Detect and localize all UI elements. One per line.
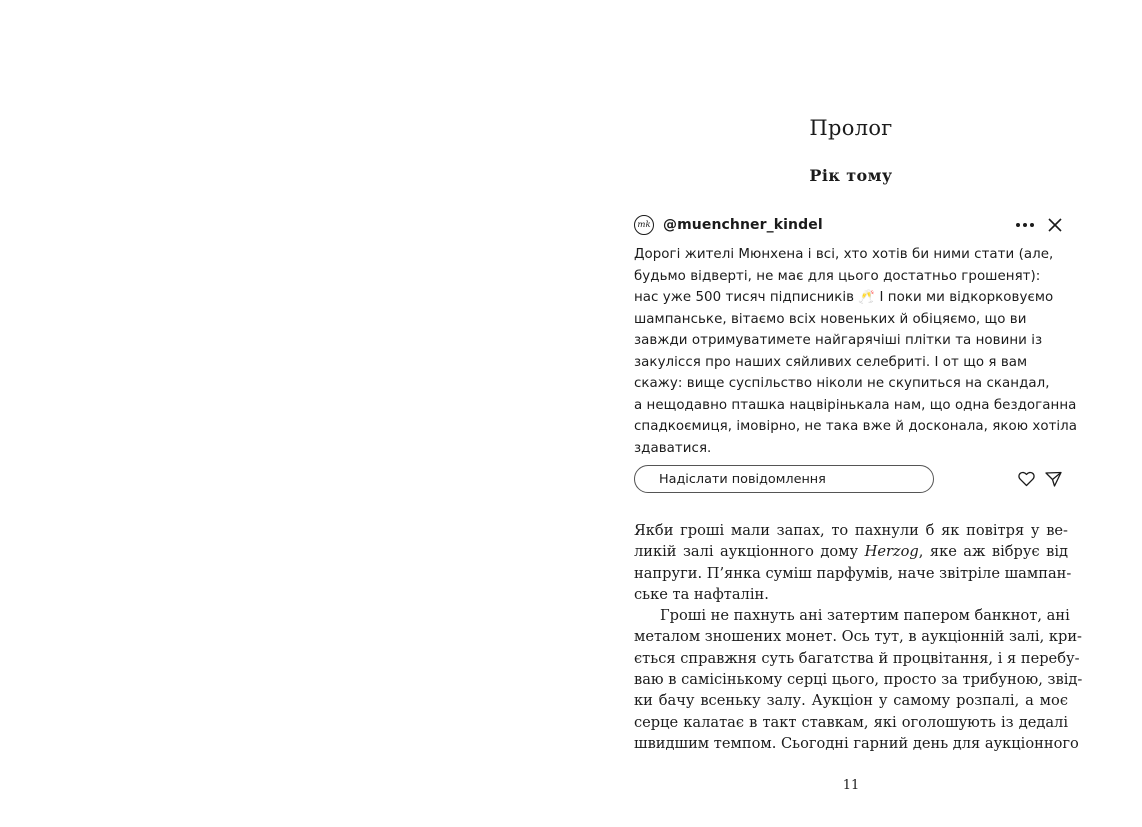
post-username[interactable]: @muenchner_kindel [663, 217, 823, 233]
body-line: серце калатає в такт ставкам, які оголошують із дедалі [634, 713, 1068, 731]
message-actions [1018, 471, 1068, 487]
body-line: ваю в самісінькому серці цього, просто за трибуною, звід- [634, 671, 1083, 689]
body-line: Якби гроші мали запах, то пахнули б як повітря у ве- [634, 522, 1068, 539]
body-text [634, 520, 1083, 754]
post-text-line: Дорогі жителі Мюнхена і всі, хто хотів би ними стати (але, [634, 247, 1054, 262]
post-text-line: шампанське, вітаємо всіх новеньких й обіцяємо, що ви [634, 311, 1027, 327]
message-input[interactable] [634, 465, 934, 493]
send-icon[interactable] [1045, 471, 1062, 487]
post-text-line: нас уже 500 тисяч підписників 🥂 І поки ми відкорковуємо [634, 290, 1054, 305]
post-text-line: закулісся про наших сяйливих селебриті. І от що я вам [634, 354, 1028, 370]
social-post [634, 212, 1078, 494]
post-text [634, 244, 1078, 459]
body-line: ське та нафталін. [634, 585, 769, 603]
body-line: Гроші не пахнуть ані затертим папером банкнот, ані [660, 607, 1070, 625]
body-line: напруги. П’янка суміш парфумів, наче звітріле шампан- [634, 564, 1072, 582]
body-line: ється справжня суть багатства й процвітання, і я перебу- [634, 649, 1080, 667]
body-line: ки бачу всеньку залу. Аукціон у самому розпалі, а моє [634, 692, 1068, 710]
close-icon[interactable] [1048, 218, 1062, 232]
body-line: металом зношених монет. Ось тут, в аукціонній залі, кри- [634, 628, 1082, 646]
more-horizontal-icon[interactable] [1016, 223, 1034, 227]
post-text-line: здаватися. [634, 440, 712, 456]
post-text-line: спадкоємиця, імовірно, не така вже й досконала, якою хотіла [634, 419, 1078, 434]
emphasis-text: Herzog [864, 543, 919, 561]
post-actions [1016, 218, 1068, 232]
chapter-title: Пролог [809, 116, 893, 140]
chapter-subtitle: Рік тому [809, 166, 893, 185]
book-page-right [634, 0, 1083, 827]
post-text-line: завжди отримуватимете найгарячіші плітки та новини із [634, 333, 1043, 348]
post-text-line: скажу: вище суспільство ніколи не скупиться на скандал, [634, 376, 1050, 391]
body-line: швидшим темпом. Сьогодні гарний день для аукціонного [634, 734, 1079, 752]
message-row [634, 464, 1068, 494]
page-number: 11 [842, 778, 860, 793]
avatar[interactable]: mk [634, 215, 654, 235]
post-header [634, 212, 1068, 238]
heart-icon[interactable] [1018, 471, 1035, 487]
post-text-line: а нещодавно пташка нацвірінькала нам, що одна бездоганна [634, 397, 1077, 413]
body-line: ликій залі аукціонного дому Herzog, яке аж вібрує від [634, 543, 1068, 561]
post-text-line: будьмо відверті, не має для цього достатньо грошенят): [634, 268, 1041, 284]
